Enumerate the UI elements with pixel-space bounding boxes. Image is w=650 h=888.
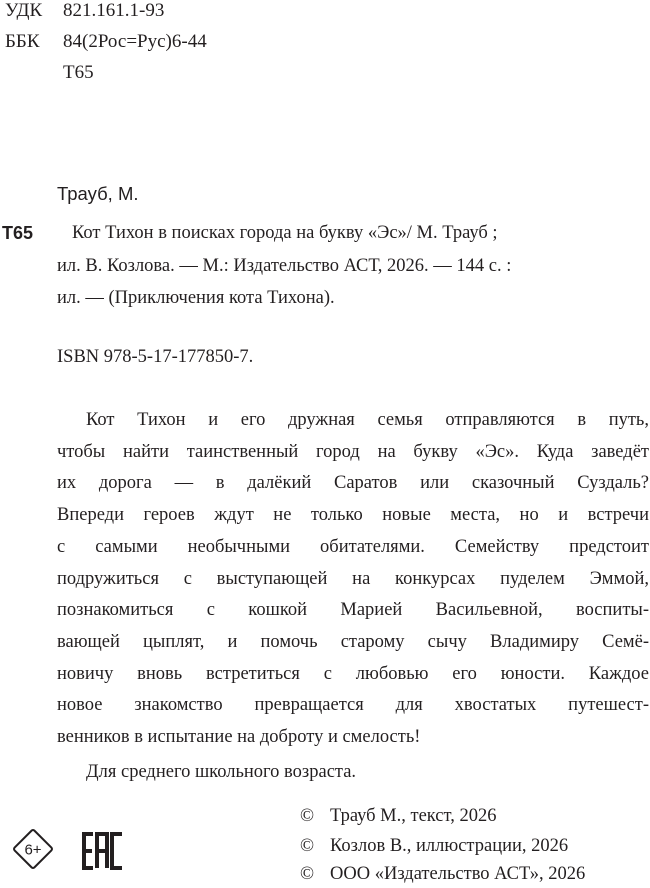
bbk-key: ББК — [5, 31, 40, 52]
annotation-line: их дорога — в далёкий Саратов или сказочный Суздаль? — [57, 473, 649, 494]
copyright-text-1: Трауб М., текст, 2026 — [330, 806, 497, 826]
bibliography-line-1: Кот Тихон в поисках города на букву «Эс»/ М. Трауб ; — [72, 223, 498, 243]
annotation-line: с самыми необычными обитателями. Семейству предстоит — [57, 536, 649, 557]
age-rating-text: 6+ — [24, 841, 42, 859]
copyright-icon: © — [300, 836, 315, 856]
copyright-line-3 — [300, 864, 585, 885]
author-mark: Т65 — [63, 62, 94, 83]
copyright-text-2: Козлов В., иллюстрации, 2026 — [330, 836, 569, 856]
copyright-line-1 — [300, 806, 496, 827]
age-rating-badge — [10, 826, 56, 872]
eac-mark-icon — [82, 832, 124, 870]
copyright-text-3: ООО «Издательство АСТ», 2026 — [330, 864, 586, 884]
author-mark-bold: Т65 — [2, 223, 34, 243]
udk-value: 821.161.1-93 — [63, 0, 165, 21]
copyright-icon: © — [300, 806, 315, 826]
annotation-line: познакомиться с кошкой Марией Васильевной, воспиты- — [57, 600, 649, 621]
annotation-line: Кот Тихон и его дружная семья отправляются в путь, — [86, 410, 649, 430]
copyright-line-2 — [300, 836, 568, 857]
annotation-line: вающей цыплят, и помочь старому сычу Владимиру Семё- — [57, 631, 649, 652]
bibliography-line-3: ил. — (Приключения кота Тихона). — [57, 288, 335, 308]
bbk-value: 84(2Рос=Рус)6-44 — [63, 31, 207, 52]
annotation-line: чтобы найти таинственный город на букву «Эс». Куда заведёт — [57, 441, 649, 462]
annotation-line: новичу вновь встретиться с любовью его юности. Каждое — [57, 663, 649, 684]
annotation-line: подружиться с выступающей на конкурсах пуделем Эммой, — [57, 568, 649, 589]
annotation-line: новое знакомство превращается для хвостатых путешест- — [57, 695, 649, 716]
age-note: Для среднего школьного возраста. — [86, 762, 357, 782]
annotation-line: венников в испытание на доброту и смелость! — [57, 727, 421, 748]
copyright-icon: © — [300, 864, 315, 884]
udk-line — [5, 0, 164, 22]
isbn: ISBN 978-5-17-177850-7. — [57, 347, 254, 367]
bibliography-line-2: ил. В. Козлова. — М.: Издательство АСТ, 2026. — 144 с. : — [57, 256, 512, 276]
annotation-line: Впереди героев ждут не только новые места, но и встречи — [57, 505, 649, 526]
author-heading: Трауб, М. — [57, 183, 139, 204]
udk-key: УДК — [5, 0, 43, 21]
annotation — [57, 405, 649, 754]
bbk-line — [5, 31, 207, 53]
